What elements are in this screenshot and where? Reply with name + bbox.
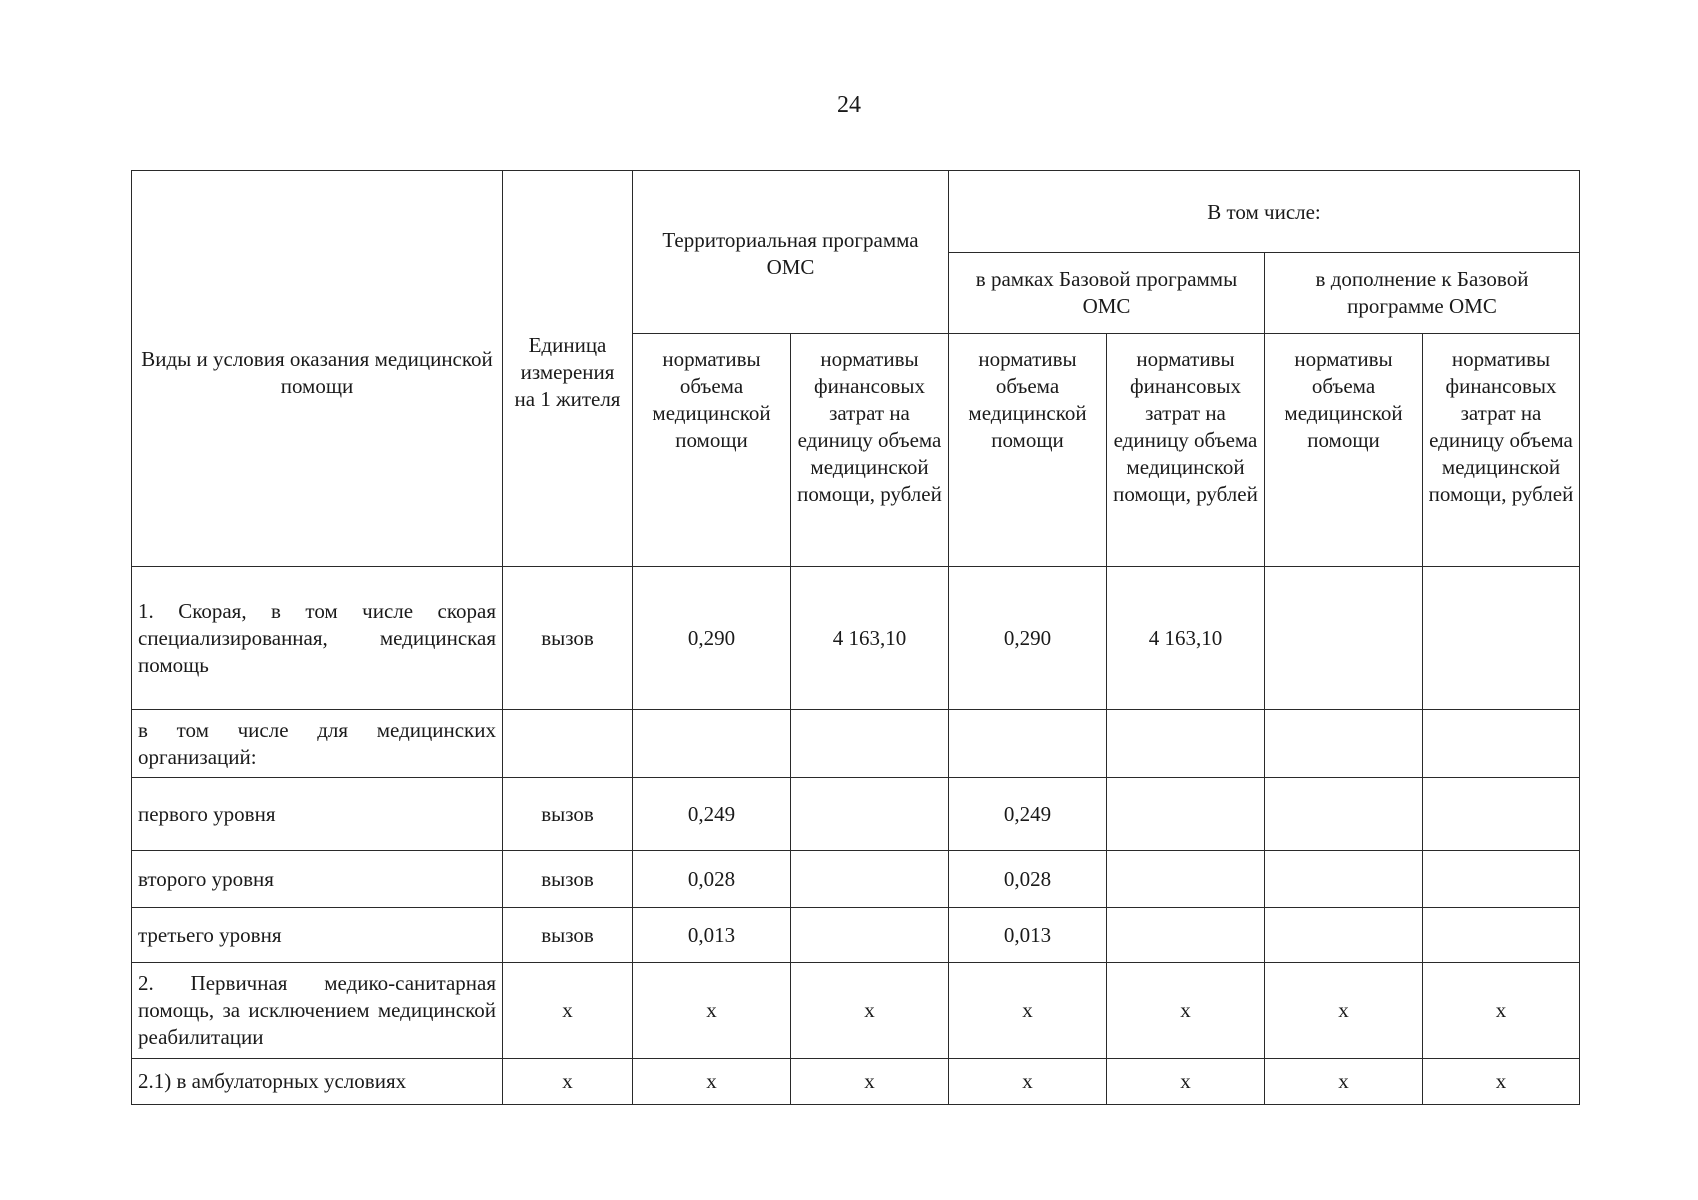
row-add-cost: [1423, 908, 1580, 963]
header-row-1: [132, 171, 1580, 253]
row-add-cost: х: [1423, 963, 1580, 1059]
table-row: [132, 963, 1580, 1059]
row-base-volume: х: [949, 1059, 1107, 1105]
row-base-volume: 0,249: [949, 778, 1107, 851]
header-base-cost-norm: нормативы финансовых затрат на единицу объема медицинской помощи, рублей: [1107, 334, 1265, 567]
row-unit: х: [503, 963, 633, 1059]
row-add-volume: х: [1265, 1059, 1423, 1105]
row-base-volume: [949, 710, 1107, 778]
row-base-volume: 0,028: [949, 851, 1107, 908]
row-label: третьего уровня: [132, 908, 503, 963]
row-add-cost: х: [1423, 1059, 1580, 1105]
row-tp-volume: 0,028: [633, 851, 791, 908]
row-add-cost: [1423, 567, 1580, 710]
row-tp-volume: [633, 710, 791, 778]
row-base-cost: [1107, 851, 1265, 908]
row-tp-cost: [791, 710, 949, 778]
header-including: В том числе:: [949, 171, 1580, 253]
row-unit: вызов: [503, 778, 633, 851]
row-tp-cost: [791, 778, 949, 851]
row-label: первого уровня: [132, 778, 503, 851]
row-add-volume: [1265, 567, 1423, 710]
header-add-cost-norm: нормативы финансовых затрат на единицу объема медицинской помощи, рублей: [1423, 334, 1580, 567]
header-add-volume-norm: нормативы объема медицинской помощи: [1265, 334, 1423, 567]
row-base-volume: х: [949, 963, 1107, 1059]
row-base-cost: [1107, 778, 1265, 851]
table-row: [132, 851, 1580, 908]
header-tp-volume-norm: нормативы объема медицинской помощи: [633, 334, 791, 567]
header-medical-care-type: Виды и условия оказания медицинской помощи: [132, 171, 503, 567]
header-territorial-program: Территориальная программа ОМС: [633, 171, 949, 334]
row-add-cost: [1423, 778, 1580, 851]
row-base-cost: 4 163,10: [1107, 567, 1265, 710]
row-add-volume: [1265, 908, 1423, 963]
row-add-cost: [1423, 851, 1580, 908]
row-tp-cost: 4 163,10: [791, 567, 949, 710]
table-row: [132, 710, 1580, 778]
row-tp-volume: х: [633, 1059, 791, 1105]
row-tp-volume: х: [633, 963, 791, 1059]
row-base-cost: х: [1107, 963, 1265, 1059]
row-label: 2.1) в амбулаторных условиях: [132, 1059, 503, 1105]
norms-table: [131, 170, 1580, 1105]
header-base-volume-norm: нормативы объема медицинской помощи: [949, 334, 1107, 567]
row-unit: [503, 710, 633, 778]
row-unit: вызов: [503, 908, 633, 963]
table-row: [132, 908, 1580, 963]
header-within-base-program: в рамках Базовой программы ОМС: [949, 253, 1265, 334]
row-tp-cost: [791, 908, 949, 963]
row-unit: вызов: [503, 851, 633, 908]
row-add-volume: [1265, 851, 1423, 908]
header-tp-cost-norm: нормативы финансовых затрат на единицу объема медицинской помощи, рублей: [791, 334, 949, 567]
row-add-cost: [1423, 710, 1580, 778]
header-in-addition-to-base-program: в дополнение к Базовой программе ОМС: [1265, 253, 1580, 334]
row-add-volume: [1265, 778, 1423, 851]
row-label: 1. Скорая, в том числе скорая специализированная, медицинская помощь: [132, 567, 503, 710]
row-add-volume: [1265, 710, 1423, 778]
row-unit: х: [503, 1059, 633, 1105]
row-base-cost: х: [1107, 1059, 1265, 1105]
row-tp-volume: 0,249: [633, 778, 791, 851]
row-tp-cost: х: [791, 963, 949, 1059]
row-tp-cost: [791, 851, 949, 908]
table-row: [132, 567, 1580, 710]
row-base-volume: 0,013: [949, 908, 1107, 963]
row-unit: вызов: [503, 567, 633, 710]
row-tp-volume: 0,290: [633, 567, 791, 710]
table-row: [132, 1059, 1580, 1105]
page-number: 24: [837, 92, 861, 118]
row-label: в том числе для медицинских организаций:: [132, 710, 503, 778]
header-unit: Единица измерения на 1 жителя: [503, 171, 633, 567]
row-label: второго уровня: [132, 851, 503, 908]
row-base-cost: [1107, 908, 1265, 963]
row-add-volume: х: [1265, 963, 1423, 1059]
row-base-cost: [1107, 710, 1265, 778]
row-base-volume: 0,290: [949, 567, 1107, 710]
table-row: [132, 778, 1580, 851]
row-label: 2. Первичная медико-санитарная помощь, за исключением медицинской реабилитации: [132, 963, 503, 1059]
row-tp-volume: 0,013: [633, 908, 791, 963]
row-tp-cost: х: [791, 1059, 949, 1105]
